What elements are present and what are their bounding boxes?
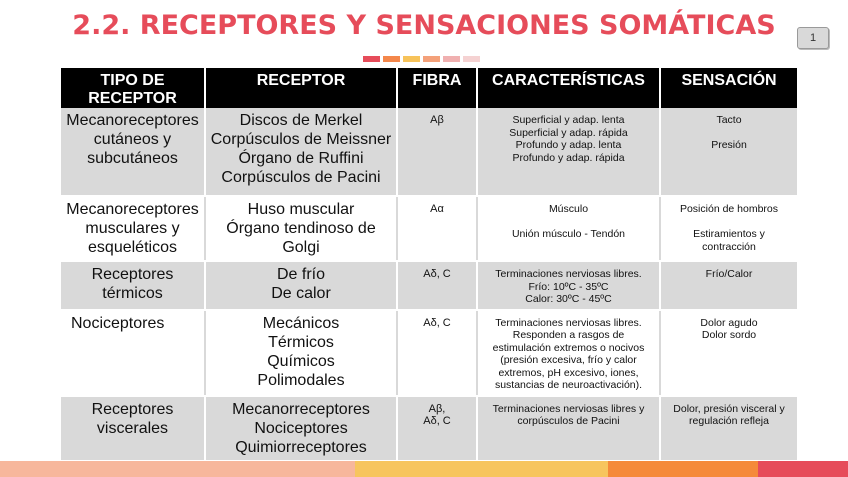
bar-segment: [0, 461, 355, 477]
cell-line: Corpúsculos de Pacini: [221, 169, 381, 186]
cell-line: Responden a rasgos de: [512, 329, 625, 341]
cell-line: estimulación extremos o nocivos: [492, 341, 645, 354]
cell-line: Aδ, C: [423, 316, 451, 329]
cell-line: Frío: 10ºC - 35ºC: [528, 280, 609, 293]
cell-receptor: [205, 396, 397, 461]
cell-sensacion: [660, 310, 797, 396]
cell-line: Dolor sordo: [701, 329, 757, 341]
cell-sensacion: [660, 396, 797, 461]
cell-line: Aδ, C: [423, 414, 451, 427]
cell-receptor: [205, 108, 397, 196]
bar-segment: [758, 461, 848, 477]
cell-line: Órgano tendinoso de Golgi: [226, 220, 376, 256]
cell-fibra: [397, 310, 477, 396]
cell-tipo: [61, 108, 205, 196]
cell-line: Aα: [430, 203, 444, 215]
dash: [403, 56, 420, 62]
cell-line: Mecánicos: [262, 314, 340, 332]
cell-line: Tacto: [716, 114, 742, 126]
page-title: 2.2. RECEPTORES Y SENSACIONES SOMÁTICAS: [72, 10, 776, 41]
bar-segment: [355, 461, 608, 477]
cell-line: Huso muscular: [247, 201, 355, 218]
cell-line: Estiramientos y contracción: [693, 228, 765, 253]
receptors-table: [61, 68, 797, 462]
cell-tipo-text: Nociceptores: [71, 314, 165, 332]
cell-sensacion: [660, 261, 797, 310]
cell-line: Profundo y adap. lenta: [515, 139, 622, 151]
cell-line: Aβ,: [428, 402, 446, 415]
cell-caracteristicas: [477, 261, 660, 310]
dash: [383, 56, 400, 62]
cell-caracteristicas: [477, 310, 660, 396]
cell-line: Superficial y adap. rápida: [509, 126, 628, 139]
table-row: [61, 310, 797, 396]
cell-line: Terminaciones nerviosas libres.: [495, 316, 642, 329]
header-sensacion: SENSACIÓN: [660, 68, 797, 108]
cell-line: Terminaciones nerviosas libres.: [495, 268, 642, 280]
title-underline-dashes: [363, 56, 480, 62]
cell-tipo-text: Receptores térmicos: [91, 266, 174, 302]
table-body: [61, 108, 797, 461]
cell-line: Mecanorreceptores: [232, 400, 370, 418]
cell-line: Químicos: [267, 352, 335, 370]
cell-line: Térmicos: [268, 333, 334, 351]
header-receptor: RECEPTOR: [205, 68, 397, 108]
cell-line: [665, 127, 793, 140]
bar-segment: [608, 461, 758, 477]
table-row: [61, 196, 797, 261]
cell-line: extremos, pH excesivo, iones,: [498, 366, 639, 379]
cell-line: Calor: 30ºC - 45ºC: [525, 293, 612, 305]
cell-receptor: [205, 196, 397, 261]
cell-caracteristicas: [477, 396, 660, 461]
cell-receptor: [205, 261, 397, 310]
table-row: [61, 396, 797, 461]
cell-tipo-text: Mecanoreceptores musculares y esqueléticos: [66, 201, 199, 256]
cell-line: Órgano de Ruffini: [238, 150, 364, 167]
header-fibra: FIBRA: [397, 68, 477, 108]
cell-tipo: [61, 396, 205, 461]
cell-line: De frío: [276, 266, 325, 283]
cell-line: [482, 216, 655, 229]
cell-line: (presión excesiva, frío y calor: [500, 354, 637, 366]
cell-tipo-text: Mecanoreceptores cutáneos y subcutáneos: [66, 112, 199, 167]
cell-line: Dolor, presión visceral y: [673, 402, 785, 415]
header-tipo: TIPO DE RECEPTOR: [61, 68, 205, 108]
cell-line: De calor: [271, 285, 331, 302]
cell-tipo: [61, 261, 205, 310]
dash: [423, 56, 440, 62]
cell-fibra: [397, 261, 477, 310]
cell-line: Unión músculo - Tendón: [511, 228, 626, 240]
cell-line: Corpúsculos de Meissner: [210, 131, 392, 148]
cell-tipo: [61, 196, 205, 261]
cell-tipo-text: Receptores viscerales: [91, 400, 174, 437]
cell-line: Nociceptores: [254, 419, 348, 437]
cell-line: [665, 216, 793, 229]
cell-line: Polimodales: [257, 371, 345, 389]
cell-line: Terminaciones nerviosas libres y: [492, 402, 645, 415]
cell-line: sustancias de neuroactivación).: [494, 379, 643, 391]
cell-receptor: [205, 310, 397, 396]
page-number-badge: 1: [797, 27, 829, 49]
cell-line: Aδ, C: [423, 268, 451, 280]
dash: [463, 56, 480, 62]
cell-line: Músculo: [548, 203, 589, 215]
cell-line: Aβ: [430, 114, 444, 126]
dash: [363, 56, 380, 62]
cell-line: Posición de hombros: [679, 203, 779, 215]
table-row: [61, 108, 797, 196]
cell-fibra: [397, 108, 477, 196]
dash: [443, 56, 460, 62]
cell-line: Discos de Merkel: [239, 112, 363, 129]
cell-caracteristicas: [477, 108, 660, 196]
cell-line: Presión: [711, 139, 747, 151]
bottom-color-bar: [0, 461, 848, 477]
cell-fibra: [397, 196, 477, 261]
table-row: [61, 261, 797, 310]
header-caracteristicas: CARACTERÍSTICAS: [477, 68, 660, 108]
cell-line: Profundo y adap. rápida: [512, 151, 625, 164]
cell-tipo: [61, 310, 205, 396]
cell-line: corpúsculos de Pacini: [517, 415, 620, 427]
cell-fibra: [397, 396, 477, 461]
cell-line: Quimiorreceptores: [235, 438, 367, 456]
cell-sensacion: [660, 196, 797, 261]
cell-line: Superficial y adap. lenta: [512, 114, 625, 126]
cell-sensacion: [660, 108, 797, 196]
cell-line: Dolor agudo: [700, 316, 758, 329]
cell-caracteristicas: [477, 196, 660, 261]
cell-line: regulación refleja: [689, 415, 769, 427]
cell-line: Frío/Calor: [705, 268, 753, 280]
